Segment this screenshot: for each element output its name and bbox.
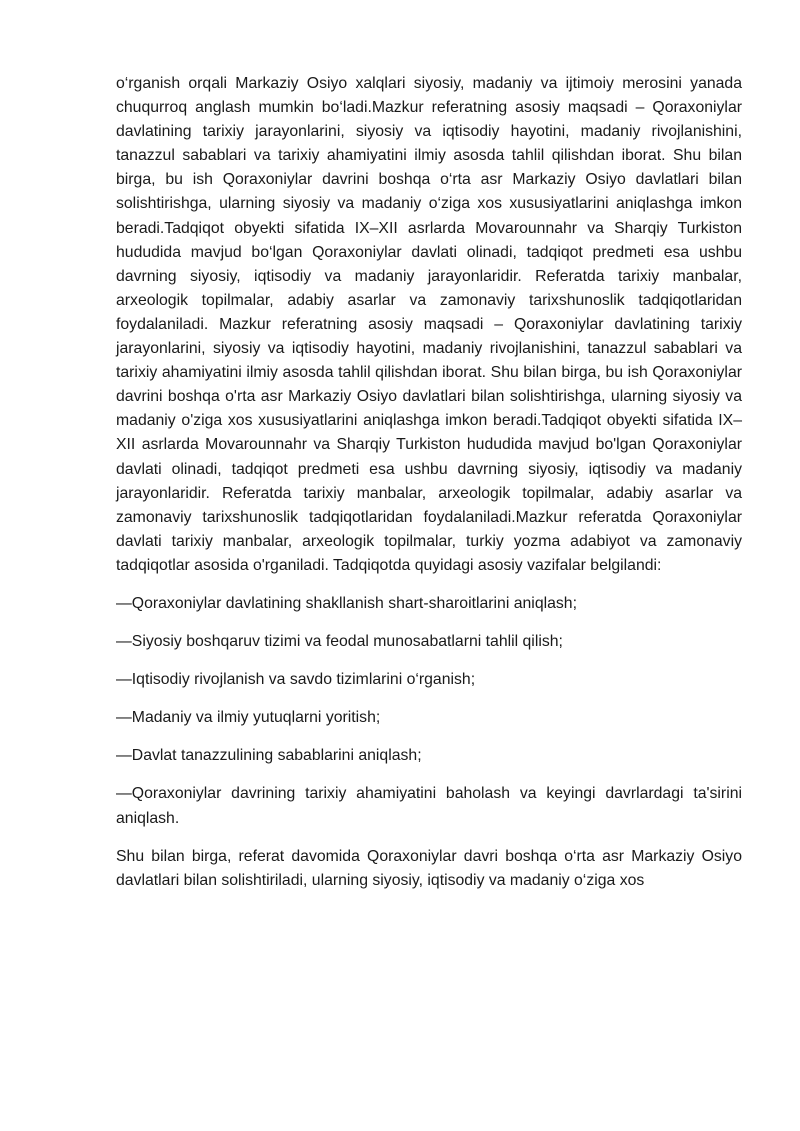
closing-paragraph: Shu bilan birga, referat davomida Qoraxoniylar davri boshqa o‘rta asr Markaziy Osiyo davlatlari bilan solishtiriladi, ularning siyosiy, iqtisodiy va madaniy o‘ziga xos: [116, 847, 742, 889]
task-list: [116, 592, 742, 831]
task-item: —Qoraxoniylar davrining tarixiy ahamiyatini baholash va keyingi davrlardagi ta'sirini aniqlash.: [116, 785, 742, 827]
task-item: —Madaniy va ilmiy yutuqlarni yoritish;: [116, 709, 381, 727]
task-item: —Davlat tanazzulining sabablarini aniqlash;: [116, 747, 422, 765]
intro-paragraph: o‘rganish orqali Markaziy Osiyo xalqlari siyosiy, madaniy va ijtimoiy merosini yanada chuqurroq anglash mumkin bo‘ladi.Mazkur referatning asosiy maqsadi – Qoraxoniylar davlatining tarixiy jarayonlarini, siyosiy va iqtisodiy hayotini, madaniy rivojlanishini, tanazzul sabablari va tarixiy ahamiyatini ilmiy asosda tahlil qilishdan iborat. Shu bilan birga, bu ish Qoraxoniylar davrini boshqa o‘rta asr Markaziy Osiyo davlatlari bilan solishtirishga, ularning siyosiy va madaniy o‘ziga xos xususiyatlarini aniqlashga imkon beradi.Tadqiqot obyekti sifatida IX–XII asrlarda Movarounnahr va Sharqiy Turkiston hududida mavjud bo‘lgan Qoraxoniylar davlati olinadi, tadqiqot predmeti esa ushbu davrning siyosiy, iqtisodiy va madaniy jarayonlaridir. Referatda tarixiy manbalar, arxeologik topilmalar, adabiy asarlar va zamonaviy tarixshunoslik tadqiqotlaridan foydalaniladi. Mazkur referatning asosiy maqsadi – Qoraxoniylar davlatining tarixiy jarayonlarini, siyosiy va iqtisodiy hayotini, madaniy rivojlanishini, tanazzul sabablari va tarixiy ahamiyatini ilmiy asosda tahlil qilishdan iborat. Shu bilan birga, bu ish Qoraxoniylar davrini boshqa o'rta asr Markaziy Osiyo davlatlari bilan solishtirishga, ularning siyosiy va madaniy o'ziga xos xususiyatlarini aniqlashga imkon beradi.Tadqiqot obyekti sifatida IX–XII asrlarda Movarounnahr va Sharqiy Turkiston hududida mavjud bo'lgan Qoraxoniylar davlati olinadi, tadqiqot predmeti esa ushbu davrning siyosiy, iqtisodiy va madaniy jarayonlaridir. Referatda tarixiy manbalar, arxeologik topilmalar, adabiy asarlar va zamonaviy tarixshunoslik tadqiqotlaridan foydalaniladi.Mazkur referatda Qoraxoniylar davlati tarixiy manbalar, arxeologik topilmalar, turkiy yozma adabiyot va zamonaviy tadqiqotlar asosida o'rganiladi. Tadqiqotda quyidagi asosiy vazifalar belgilandi:: [116, 75, 742, 574]
task-item: —Siyosiy boshqaruv tizimi va feodal munosabatlarni tahlil qilish;: [116, 633, 563, 651]
task-item: —Qoraxoniylar davlatining shakllanish shart-sharoitlarini aniqlash;: [116, 594, 577, 612]
task-item: —Iqtisodiy rivojlanish va savdo tizimlarini o‘rganish;: [116, 671, 476, 689]
